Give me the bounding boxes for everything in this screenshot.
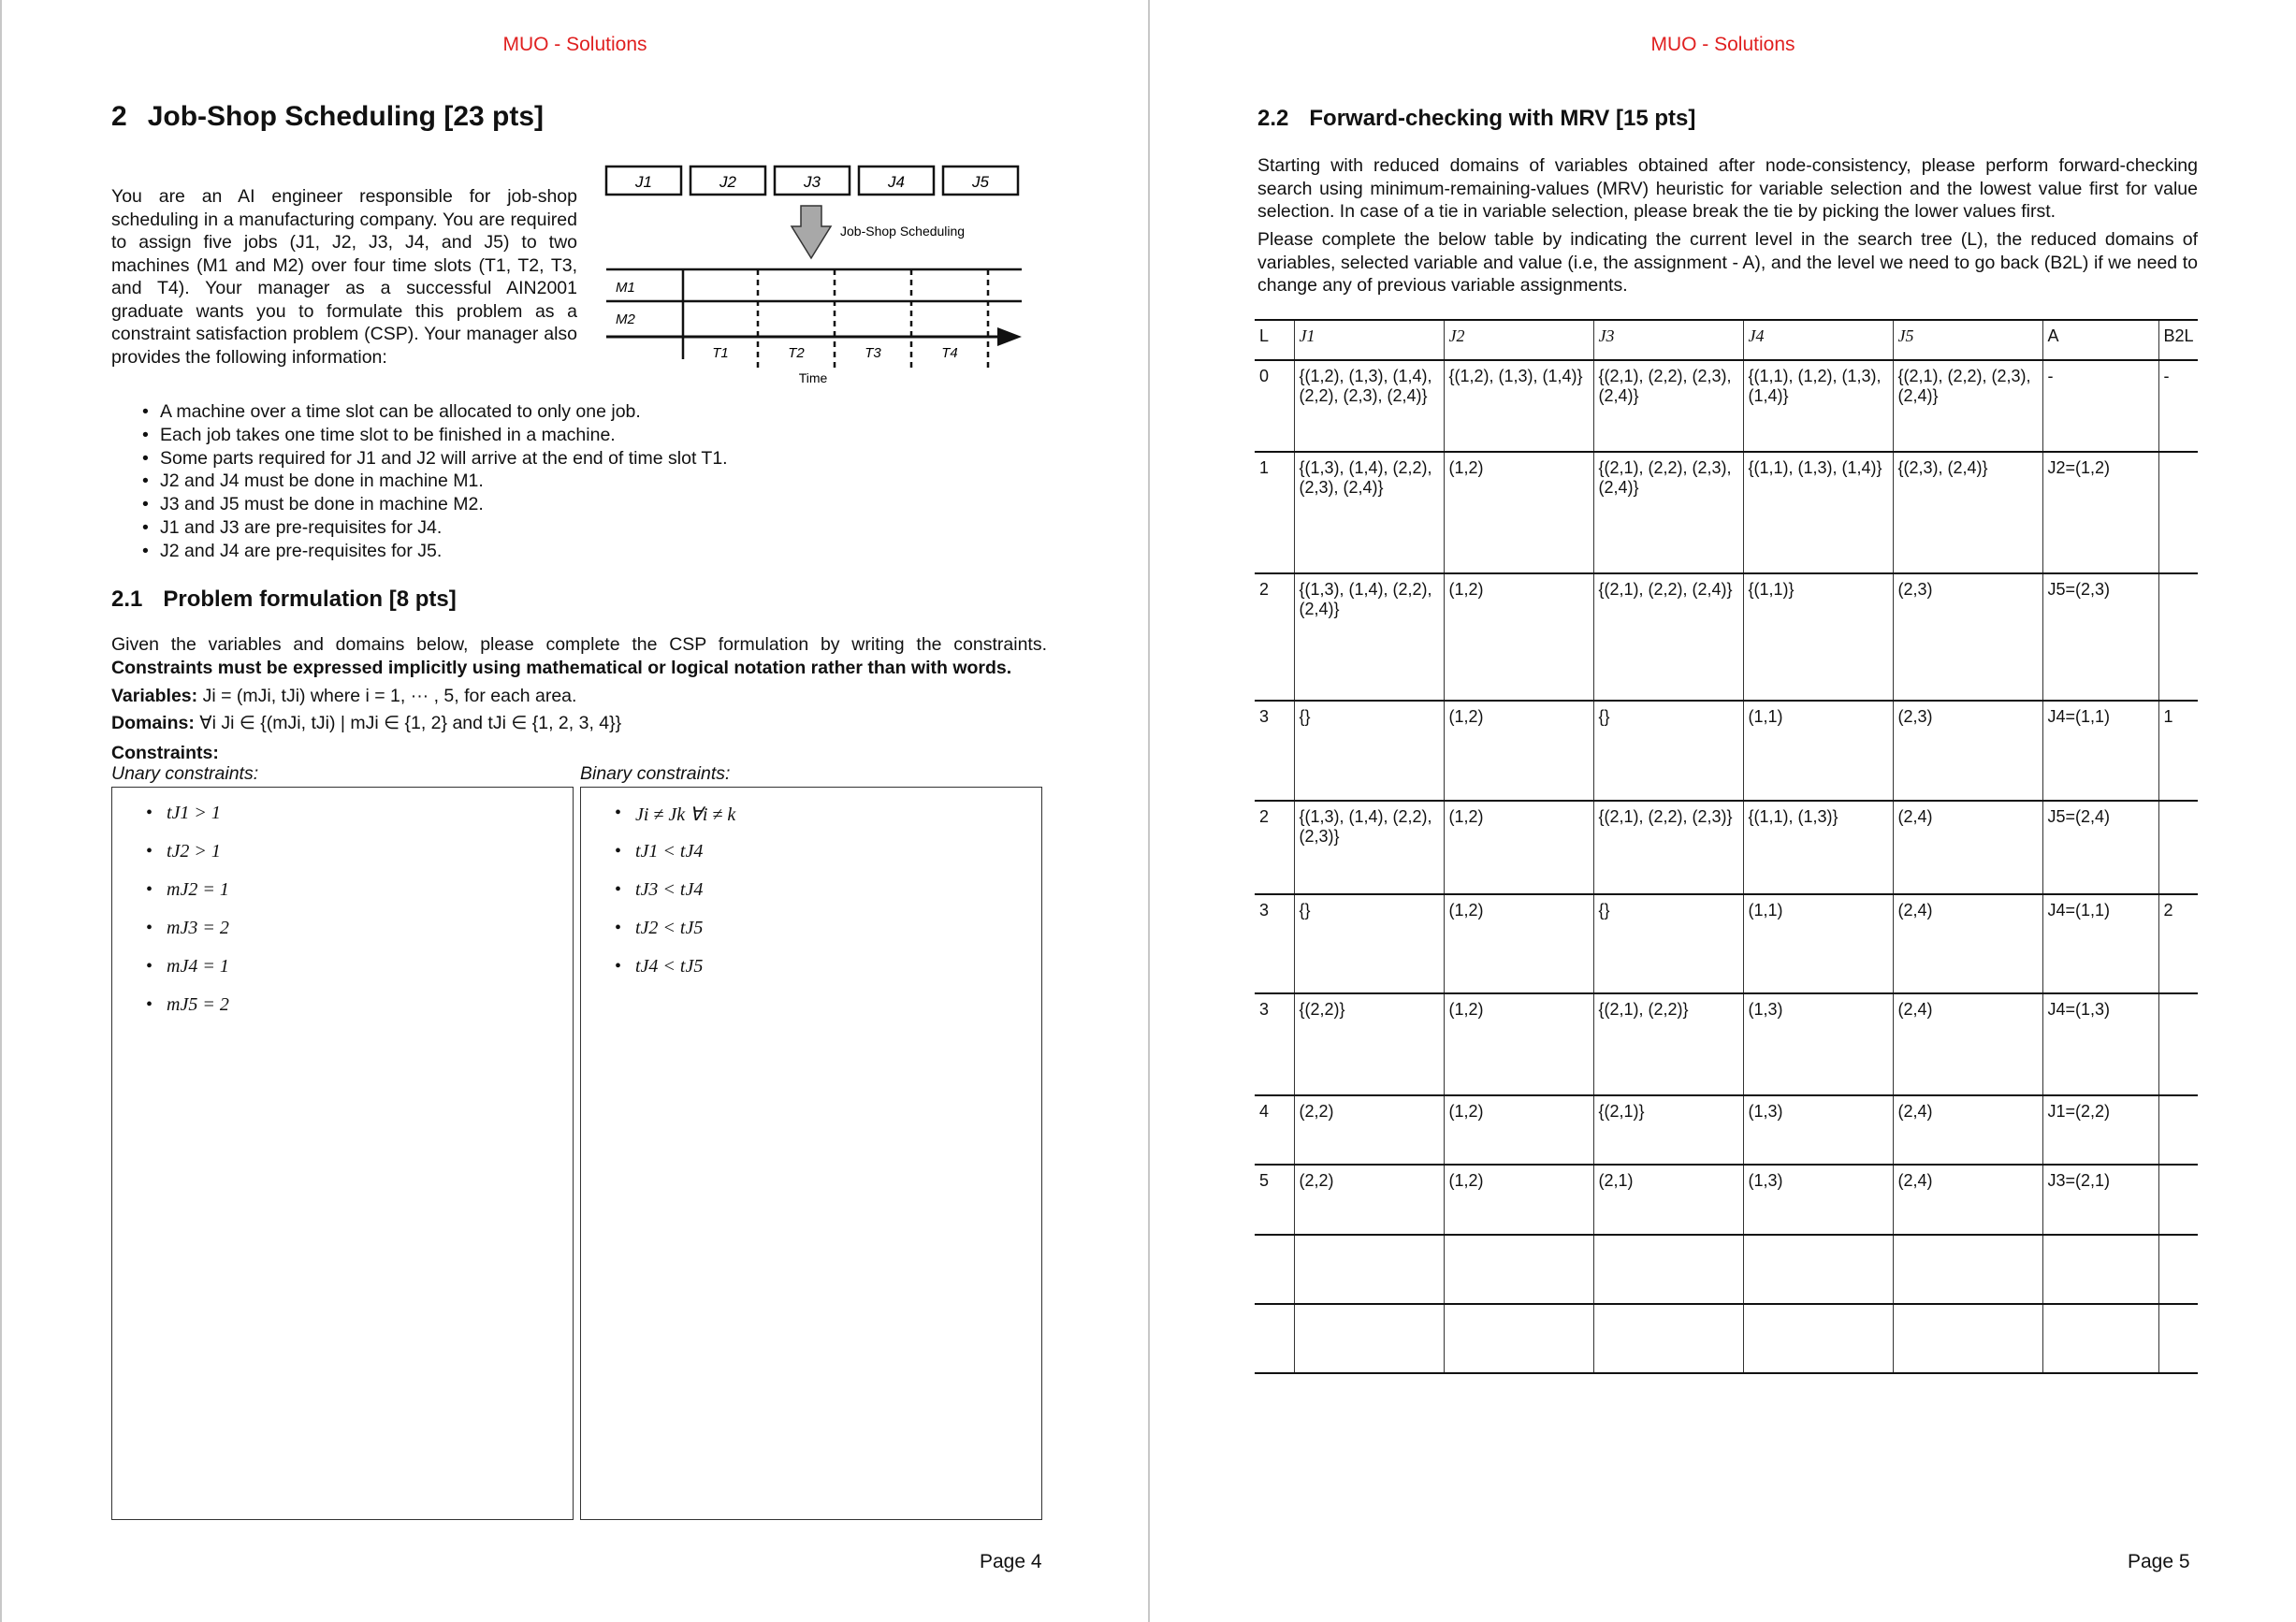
info-bullets [111, 400, 1047, 563]
table-cell[interactable] [1593, 1235, 1743, 1304]
variables-line [111, 685, 1047, 708]
table-cell: 4 [1259, 1102, 1270, 1121]
axis-label: Time [798, 370, 828, 385]
table-cell [2158, 1095, 2198, 1165]
unary-constraint: • tJ2 > 1 [112, 841, 573, 879]
table-cell: J5=(2,3) [2042, 573, 2158, 701]
table-row [1255, 1235, 2198, 1304]
header-cell: J1 [1294, 320, 1444, 360]
table-cell: 1 [2158, 701, 2198, 801]
table-cell: (1,2) [1444, 452, 1593, 573]
table-cell: {(2,2)} [1294, 993, 1444, 1095]
arrow-label: Job-Shop Scheduling [840, 224, 966, 239]
page-number: Page 5 [2128, 1551, 2190, 1572]
table-cell[interactable] [2042, 1235, 2158, 1304]
table-cell: J4=(1,3) [2042, 993, 2158, 1095]
table-cell: {(1,1), (1,3), (1,4)} [1743, 452, 1893, 573]
table-cell: (1,3) [1743, 993, 1893, 1095]
table-cell: {} [1294, 894, 1444, 993]
table-body [1255, 360, 2198, 1373]
table-cell: (1,2) [1444, 1165, 1593, 1235]
machine-label: M1 [616, 280, 635, 296]
table-cell: J4=(1,1) [2042, 701, 2158, 801]
instructions-text: Given the variables and domains below, please complete the CSP formulation by writing the constraints. [111, 634, 1047, 655]
table-cell: {} [1294, 701, 1444, 801]
table-cell: J5=(2,4) [2042, 801, 2158, 894]
unary-list [112, 788, 573, 1033]
table-cell: {(1,1)} [1743, 573, 1893, 701]
time-axis-arrowhead-icon [997, 327, 1022, 346]
table-cell: 3 [1259, 707, 1270, 726]
table-row [1255, 573, 2198, 701]
table-cell[interactable] [1444, 1304, 1593, 1373]
table-cell[interactable] [1444, 1235, 1593, 1304]
binary-constraint: • tJ2 < tJ5 [581, 918, 1041, 956]
table-cell: (2,4) [1893, 993, 2042, 1095]
table-cell: {(2,1), (2,2), (2,3), (2,4)} [1593, 360, 1743, 452]
table-cell: 2 [1259, 580, 1270, 599]
domains-label: Domains: [111, 713, 195, 733]
table-cell: {(2,1)} [1593, 1095, 1743, 1165]
unary-label: Unary constraints: [111, 763, 259, 784]
table-cell[interactable] [1294, 1235, 1444, 1304]
header-cell: J5 [1893, 320, 2042, 360]
table-cell: 2 [2158, 894, 2198, 993]
job-boxes [606, 167, 1018, 195]
table-cell[interactable] [1593, 1304, 1743, 1373]
subsection-title-text: Problem formulation [8 pts] [163, 587, 457, 612]
unary-constraint: • mJ2 = 1 [112, 879, 573, 918]
table-cell: - [2158, 360, 2198, 452]
binary-constraint: • tJ3 < tJ4 [581, 879, 1041, 918]
table-cell: (2,4) [1893, 801, 2042, 894]
table-cell [2158, 573, 2198, 701]
table-cell: 0 [1259, 367, 1270, 385]
table-cell: {(1,3), (1,4), (2,2), (2,3)} [1294, 801, 1444, 894]
subsection-title [1257, 106, 1695, 132]
table-cell: (1,1) [1743, 894, 1893, 993]
slot-label: T1 [712, 345, 729, 361]
table-row [1255, 360, 2198, 452]
table-cell: (1,2) [1444, 1095, 1593, 1165]
constraints-label-text: Constraints: [111, 743, 219, 763]
subsection-title-text: Forward-checking with MRV [15 pts] [1309, 106, 1696, 131]
table-cell: (1,2) [1444, 801, 1593, 894]
table-cell: {(1,1), (1,2), (1,3), (1,4)} [1743, 360, 1893, 452]
table-cell: {} [1593, 701, 1743, 801]
unary-constraint: • mJ4 = 1 [112, 956, 573, 994]
unary-constraint: • mJ5 = 2 [112, 994, 573, 1033]
binary-list [581, 788, 1041, 994]
table-cell: {(1,3), (1,4), (2,2), (2,3), (2,4)} [1294, 452, 1444, 573]
binary-constraints-box[interactable] [580, 787, 1042, 1520]
binary-constraint: • tJ4 < tJ5 [581, 956, 1041, 994]
table-cell: J4=(1,1) [2042, 894, 2158, 993]
table-cell: (2,4) [1893, 1165, 2042, 1235]
table-cell: {(1,2), (1,3), (1,4), (2,2), (2,3), (2,4)} [1294, 360, 1444, 452]
table-cell: (1,1) [1743, 701, 1893, 801]
table-cell: (2,3) [1893, 701, 2042, 801]
table-row [1255, 801, 2198, 894]
binary-label: Binary constraints: [580, 763, 731, 784]
table-cell: J3=(2,1) [2042, 1165, 2158, 1235]
table-cell: {(2,3), (2,4)} [1893, 452, 2042, 573]
page-5 [1148, 0, 2296, 1622]
job-label: J4 [888, 173, 905, 191]
job-label: J1 [635, 173, 652, 191]
table-cell[interactable] [1743, 1304, 1893, 1373]
table-cell: {(2,1), (2,2), (2,4)} [1593, 573, 1743, 701]
slot-label: T4 [941, 345, 958, 361]
header-cell: B2L [2158, 320, 2198, 360]
job-label: J5 [972, 173, 989, 191]
header-cell: J2 [1444, 320, 1593, 360]
subsection-number: 2.1 [111, 587, 143, 612]
table-cell[interactable] [2158, 1304, 2198, 1373]
page-number: Page 4 [980, 1551, 1042, 1572]
slot-label: T2 [788, 345, 805, 361]
table-cell: (1,2) [1444, 701, 1593, 801]
bullet-item: • A machine over a time slot can be allocated to only one job. [111, 400, 1047, 424]
table-row [1255, 1165, 2198, 1235]
table-cell: 5 [1259, 1171, 1270, 1190]
subsection-title [111, 587, 457, 613]
table-cell[interactable] [1255, 1304, 1294, 1373]
bullet-item: • J2 and J4 are pre-requisites for J5. [111, 540, 1047, 563]
bullet-item: • Some parts required for J1 and J2 will arrive at the end of time slot T1. [111, 447, 1047, 471]
job-shop-figure [601, 161, 1031, 395]
unary-constraint: • mJ3 = 2 [112, 918, 573, 956]
table-cell: (2,2) [1294, 1095, 1444, 1165]
table-row [1255, 1095, 2198, 1165]
constraints-label [111, 742, 219, 765]
table-cell [2158, 452, 2198, 573]
intro-paragraph: Starting with reduced domains of variables obtained after node-consistency, please perform forward-checking search using minimum-remaining-values (MRV) heuristic for variable selection and the lowest value first for value selection. In case of a tie in variable selection, please break the tie by picking the lower values first. [1257, 155, 2198, 222]
table-cell: {(1,1), (1,3)} [1743, 801, 1893, 894]
table-row [1255, 993, 2198, 1095]
table-cell: 3 [1259, 1000, 1270, 1019]
table-cell: {(1,2), (1,3), (1,4)} [1444, 360, 1593, 452]
machine-label: M2 [616, 311, 635, 327]
header-cell: L [1259, 326, 1270, 345]
table-cell: {(2,1), (2,2)} [1593, 993, 1743, 1095]
table-cell: (1,3) [1743, 1165, 1893, 1235]
table-row [1255, 701, 2198, 801]
forward-checking-table [1255, 319, 2198, 1374]
unary-constraint: • tJ1 > 1 [112, 803, 573, 841]
slot-label: T3 [865, 345, 881, 361]
table-cell [2158, 1165, 2198, 1235]
table-row [1255, 452, 2198, 573]
intro-paragraph: You are an AI engineer responsible for job-shop scheduling in a manufacturing company. You are required to assign five jobs (J1, J2, J3, J4, and J5) to two machines (M1 and M2) over four time slots (T1, T2, T3, and T4). Your manager as a successful AIN2001 graduate wants you to formulate this problem as a constraint satisfaction problem (CSP). Your manager also provides the following information: [111, 186, 577, 368]
instructions-bold: Constraints must be expressed implicitly using mathematical or logical notation rather than with words. [111, 657, 1012, 678]
variables-text: Ji = (mJi, tJi) where i = 1, ··· , 5, for each area. [202, 686, 577, 706]
job-label: J3 [804, 173, 821, 191]
variables-label: Variables: [111, 686, 198, 706]
table-cell[interactable] [2158, 1235, 2198, 1304]
table-cell[interactable] [1893, 1304, 2042, 1373]
binary-constraint: • tJ1 < tJ4 [581, 841, 1041, 879]
bullet-item: • J2 and J4 must be done in machine M1. [111, 470, 1047, 493]
table-row [1255, 1304, 2198, 1373]
table-row [1255, 894, 2198, 993]
table-cell: {} [1593, 894, 1743, 993]
domains-text: ∀i Ji ∈ {(mJi, tJi) | mJi ∈ {1, 2} and tJi ∈ {1, 2, 3, 4}} [199, 713, 622, 733]
subsection-number: 2.2 [1257, 106, 1289, 131]
bullet-item: • J3 and J5 must be done in machine M2. [111, 493, 1047, 516]
table-cell[interactable] [2042, 1304, 2158, 1373]
header-cell: A [2042, 320, 2158, 360]
table-cell: (1,3) [1743, 1095, 1893, 1165]
table-cell: (2,1) [1593, 1165, 1743, 1235]
table-cell: {(2,1), (2,2), (2,3)} [1593, 801, 1743, 894]
table-cell: (2,3) [1893, 573, 2042, 701]
bullet-item: • J1 and J3 are pre-requisites for J4. [111, 516, 1047, 540]
table-cell: J1=(2,2) [2042, 1095, 2158, 1165]
page-header: MUO - Solutions [1650, 34, 1795, 55]
table-cell: {(1,3), (1,4), (2,2), (2,4)} [1294, 573, 1444, 701]
table-instructions: Please complete the below table by indicating the current level in the search tree (L), the reduced domains of variables, selected variable and value (i.e, the assignment - A), and the level we need to go back (B2L) if we need to change any of previous variable assignments. [1257, 229, 2198, 296]
page-header: MUO - Solutions [502, 34, 647, 55]
table-cell [2158, 801, 2198, 894]
table-cell: 1 [1259, 458, 1270, 477]
table-cell: {(2,1), (2,2), (2,3), (2,4)} [1893, 360, 2042, 452]
table-cell: (2,4) [1893, 894, 2042, 993]
table-cell[interactable] [1294, 1304, 1444, 1373]
table-cell: {(2,1), (2,2), (2,3), (2,4)} [1593, 452, 1743, 573]
table-cell: (1,2) [1444, 993, 1593, 1095]
table-cell: (2,2) [1294, 1165, 1444, 1235]
table-header-row [1255, 320, 2198, 360]
table-cell: 2 [1259, 807, 1270, 826]
table-cell: - [2042, 360, 2158, 452]
table-cell: (1,2) [1444, 573, 1593, 701]
section-number: 2 [111, 101, 127, 132]
table-cell [2158, 993, 2198, 1095]
header-cell: J4 [1743, 320, 1893, 360]
header-cell: J3 [1593, 320, 1743, 360]
job-label: J2 [719, 173, 736, 191]
binary-constraint: • Ji ≠ Jk ∀i ≠ k [581, 803, 1041, 841]
instructions [111, 633, 1047, 679]
table-cell[interactable] [1255, 1235, 1294, 1304]
table-cell: (2,4) [1893, 1095, 2042, 1165]
unary-constraints-box[interactable] [111, 787, 574, 1520]
domains-line [111, 712, 1047, 735]
down-arrow-icon [792, 206, 831, 258]
table-cell[interactable] [1893, 1235, 2042, 1304]
table-cell: (1,2) [1444, 894, 1593, 993]
table-cell: J2=(1,2) [2042, 452, 2158, 573]
section-title [111, 101, 544, 133]
table-cell: 3 [1259, 901, 1270, 920]
bullet-item: • Each job takes one time slot to be finished in a machine. [111, 424, 1047, 447]
section-title-text: Job-Shop Scheduling [23 pts] [147, 101, 545, 132]
table-cell[interactable] [1743, 1235, 1893, 1304]
